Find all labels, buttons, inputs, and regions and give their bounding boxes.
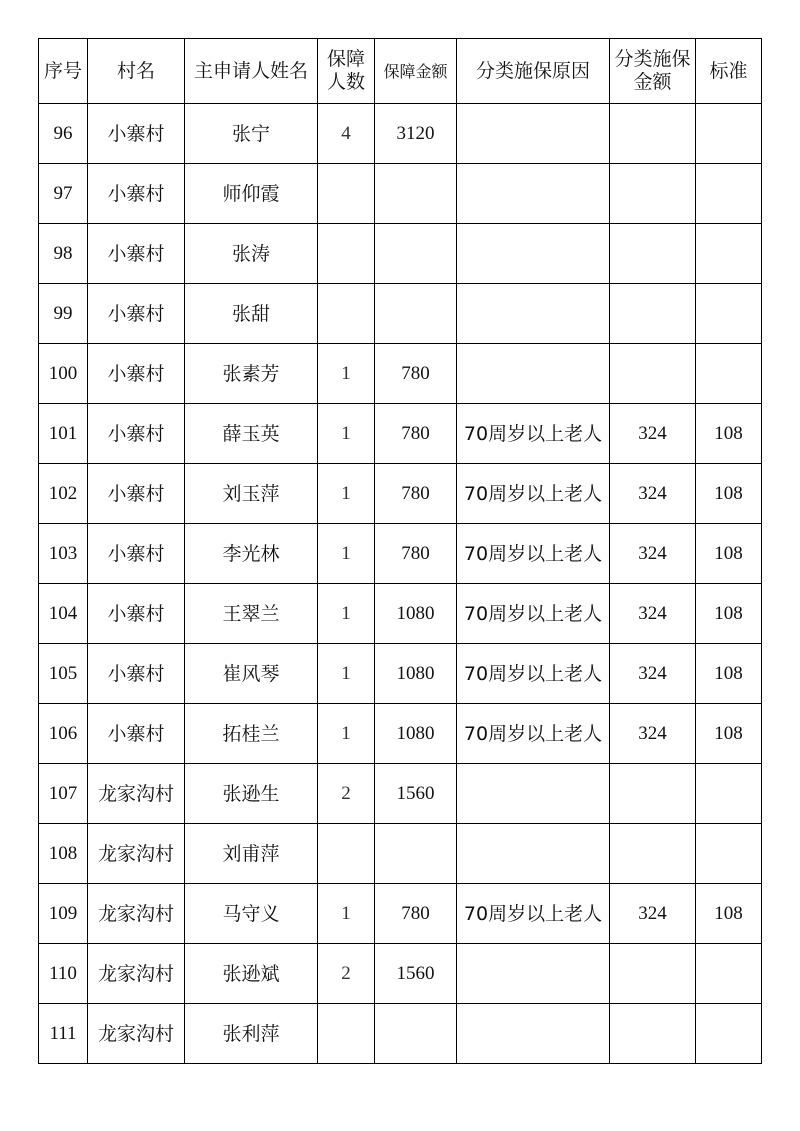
cell-class-amount: 324 — [610, 464, 696, 524]
cell-applicant: 刘玉萍 — [185, 464, 318, 524]
table-row — [39, 344, 762, 404]
cell-class-amount — [610, 104, 696, 164]
cell-standard: 108 — [696, 404, 762, 464]
cell-standard — [696, 764, 762, 824]
cell-applicant: 拓桂兰 — [185, 704, 318, 764]
cell-amount — [375, 164, 457, 224]
cell-seq: 107 — [39, 764, 88, 824]
cell-applicant: 李光林 — [185, 524, 318, 584]
cell-seq: 109 — [39, 884, 88, 944]
cell-class-amount — [610, 824, 696, 884]
cell-count — [318, 1004, 375, 1064]
table-row — [39, 104, 762, 164]
cell-village: 龙家沟村 — [88, 824, 185, 884]
cell-applicant: 师仰霞 — [185, 164, 318, 224]
cell-village: 龙家沟村 — [88, 764, 185, 824]
cell-seq: 101 — [39, 404, 88, 464]
cell-class-amount: 324 — [610, 644, 696, 704]
cell-count: 1 — [318, 704, 375, 764]
cell-seq: 111 — [39, 1004, 88, 1064]
table-row — [39, 824, 762, 884]
table-row — [39, 464, 762, 524]
cell-applicant: 刘甫萍 — [185, 824, 318, 884]
cell-count — [318, 164, 375, 224]
cell-amount — [375, 224, 457, 284]
cell-standard — [696, 164, 762, 224]
table-row — [39, 224, 762, 284]
cell-count: 2 — [318, 764, 375, 824]
cell-applicant: 张利萍 — [185, 1004, 318, 1064]
cell-reason: 70周岁以上老人 — [457, 644, 610, 704]
cell-amount — [375, 1004, 457, 1064]
cell-standard — [696, 824, 762, 884]
cell-standard: 108 — [696, 464, 762, 524]
cell-village: 小寨村 — [88, 584, 185, 644]
cell-reason: 70周岁以上老人 — [457, 704, 610, 764]
cell-standard — [696, 944, 762, 1004]
cell-class-amount — [610, 944, 696, 1004]
cell-village: 龙家沟村 — [88, 884, 185, 944]
table-row — [39, 404, 762, 464]
cell-reason: 70周岁以上老人 — [457, 884, 610, 944]
cell-standard: 108 — [696, 704, 762, 764]
cell-class-amount: 324 — [610, 524, 696, 584]
cell-amount: 1560 — [375, 764, 457, 824]
cell-standard: 108 — [696, 644, 762, 704]
cell-amount — [375, 284, 457, 344]
cell-applicant: 薛玉英 — [185, 404, 318, 464]
cell-applicant: 张素芳 — [185, 344, 318, 404]
cell-seq: 108 — [39, 824, 88, 884]
table-row — [39, 704, 762, 764]
cell-reason — [457, 1004, 610, 1064]
cell-applicant: 张甜 — [185, 284, 318, 344]
table-row — [39, 944, 762, 1004]
cell-applicant: 张涛 — [185, 224, 318, 284]
cell-standard — [696, 1004, 762, 1064]
cell-applicant: 张逊斌 — [185, 944, 318, 1004]
cell-village: 龙家沟村 — [88, 1004, 185, 1064]
cell-amount: 780 — [375, 344, 457, 404]
cell-village: 小寨村 — [88, 344, 185, 404]
cell-amount: 3120 — [375, 104, 457, 164]
cell-standard: 108 — [696, 884, 762, 944]
cell-class-amount: 324 — [610, 704, 696, 764]
table-row — [39, 764, 762, 824]
cell-reason — [457, 284, 610, 344]
header-class-amount: 分类施保金额 — [610, 39, 696, 104]
cell-village: 小寨村 — [88, 644, 185, 704]
cell-class-amount — [610, 1004, 696, 1064]
cell-amount: 1080 — [375, 584, 457, 644]
cell-reason: 70周岁以上老人 — [457, 464, 610, 524]
cell-count: 2 — [318, 944, 375, 1004]
cell-reason — [457, 104, 610, 164]
cell-standard: 108 — [696, 524, 762, 584]
cell-village: 小寨村 — [88, 404, 185, 464]
cell-seq: 106 — [39, 704, 88, 764]
cell-class-amount — [610, 284, 696, 344]
cell-class-amount — [610, 344, 696, 404]
cell-reason: 70周岁以上老人 — [457, 524, 610, 584]
cell-seq: 105 — [39, 644, 88, 704]
cell-seq: 99 — [39, 284, 88, 344]
cell-reason — [457, 944, 610, 1004]
cell-standard — [696, 344, 762, 404]
cell-village: 龙家沟村 — [88, 944, 185, 1004]
cell-reason — [457, 824, 610, 884]
cell-amount: 1080 — [375, 704, 457, 764]
header-count: 保障人数 — [318, 39, 375, 104]
table-row — [39, 644, 762, 704]
header-amount: 保障金额 — [375, 39, 457, 104]
cell-seq: 98 — [39, 224, 88, 284]
cell-amount — [375, 824, 457, 884]
cell-village: 小寨村 — [88, 464, 185, 524]
cell-class-amount — [610, 164, 696, 224]
cell-seq: 103 — [39, 524, 88, 584]
cell-standard — [696, 224, 762, 284]
cell-applicant: 崔风琴 — [185, 644, 318, 704]
table-row — [39, 584, 762, 644]
cell-applicant: 王翠兰 — [185, 584, 318, 644]
relief-table — [38, 38, 762, 1064]
cell-count: 1 — [318, 464, 375, 524]
cell-standard — [696, 284, 762, 344]
header-village: 村名 — [88, 39, 185, 104]
cell-count: 1 — [318, 584, 375, 644]
cell-class-amount — [610, 764, 696, 824]
cell-standard: 108 — [696, 584, 762, 644]
cell-amount: 1560 — [375, 944, 457, 1004]
table-row — [39, 884, 762, 944]
header-standard: 标准 — [696, 39, 762, 104]
cell-count: 1 — [318, 884, 375, 944]
cell-count: 1 — [318, 404, 375, 464]
cell-village: 小寨村 — [88, 524, 185, 584]
cell-applicant: 张宁 — [185, 104, 318, 164]
cell-village: 小寨村 — [88, 284, 185, 344]
cell-village: 小寨村 — [88, 164, 185, 224]
cell-amount: 780 — [375, 884, 457, 944]
header-applicant: 主申请人姓名 — [185, 39, 318, 104]
cell-count — [318, 224, 375, 284]
cell-amount: 780 — [375, 464, 457, 524]
header-reason: 分类施保原因 — [457, 39, 610, 104]
cell-applicant: 马守义 — [185, 884, 318, 944]
cell-count: 1 — [318, 644, 375, 704]
cell-reason: 70周岁以上老人 — [457, 404, 610, 464]
cell-class-amount: 324 — [610, 884, 696, 944]
cell-seq: 97 — [39, 164, 88, 224]
cell-count: 4 — [318, 104, 375, 164]
cell-seq: 96 — [39, 104, 88, 164]
cell-reason — [457, 164, 610, 224]
cell-seq: 104 — [39, 584, 88, 644]
cell-class-amount: 324 — [610, 404, 696, 464]
cell-reason — [457, 764, 610, 824]
cell-reason — [457, 224, 610, 284]
cell-amount: 780 — [375, 524, 457, 584]
cell-count — [318, 824, 375, 884]
cell-reason: 70周岁以上老人 — [457, 584, 610, 644]
cell-applicant: 张逊生 — [185, 764, 318, 824]
table-row — [39, 1004, 762, 1064]
table-row — [39, 284, 762, 344]
cell-village: 小寨村 — [88, 104, 185, 164]
cell-seq: 102 — [39, 464, 88, 524]
cell-count — [318, 284, 375, 344]
header-seq: 序号 — [39, 39, 88, 104]
cell-count: 1 — [318, 524, 375, 584]
cell-standard — [696, 104, 762, 164]
cell-seq: 110 — [39, 944, 88, 1004]
cell-class-amount: 324 — [610, 584, 696, 644]
cell-village: 小寨村 — [88, 704, 185, 764]
cell-village: 小寨村 — [88, 224, 185, 284]
cell-amount: 1080 — [375, 644, 457, 704]
cell-class-amount — [610, 224, 696, 284]
cell-count: 1 — [318, 344, 375, 404]
table-body — [39, 104, 762, 1064]
header-row — [39, 39, 762, 104]
cell-seq: 100 — [39, 344, 88, 404]
cell-amount: 780 — [375, 404, 457, 464]
table-row — [39, 164, 762, 224]
table-row — [39, 524, 762, 584]
cell-reason — [457, 344, 610, 404]
